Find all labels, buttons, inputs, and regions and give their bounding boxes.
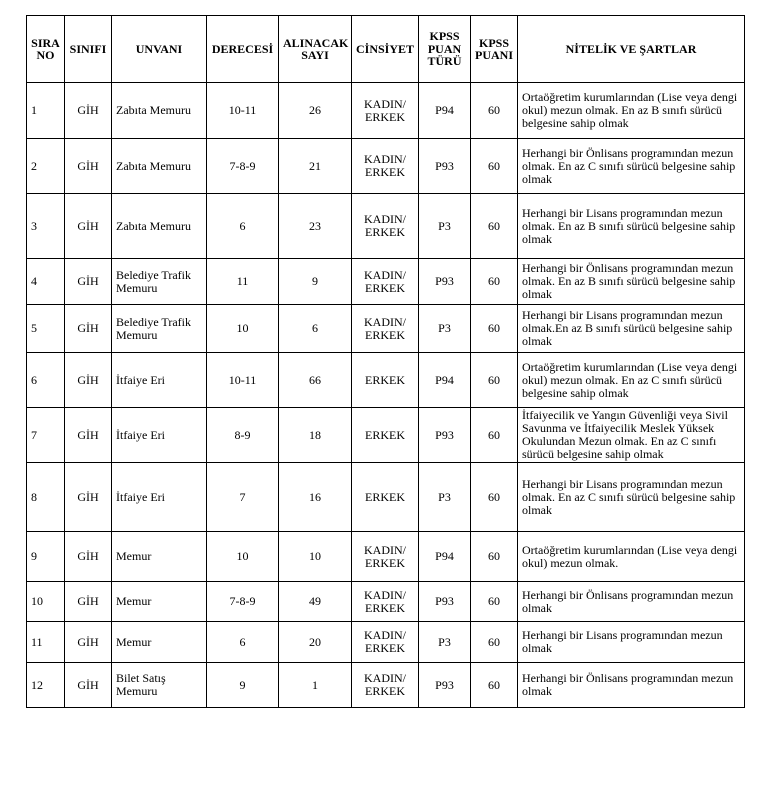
cell-kpss-puani: 60	[471, 663, 518, 708]
cell-sira-no: 12	[27, 663, 65, 708]
cell-sinifi: GİH	[65, 622, 112, 663]
cell-sinifi: GİH	[65, 353, 112, 408]
cell-alinacak-sayi: 49	[279, 582, 352, 622]
cell-kpss-puan-turu: P3	[419, 463, 471, 532]
cell-alinacak-sayi: 23	[279, 194, 352, 259]
cell-derecesi: 9	[207, 663, 279, 708]
cell-derecesi: 7-8-9	[207, 139, 279, 194]
cell-alinacak-sayi: 21	[279, 139, 352, 194]
cell-unvani-line: Memur	[116, 594, 152, 608]
cell-nitelik-ve-sartlar: Herhangi bir Önlisans programından mezun olmak. En az C sınıfı sürücü belgesine sahip olmak	[518, 139, 745, 194]
cell-unvani-line: Bilet Satış	[116, 671, 166, 685]
positions-table	[26, 15, 745, 708]
cell-derecesi: 7-8-9	[207, 582, 279, 622]
cell-nitelik-ve-sartlar: Herhangi bir Lisans programından mezun olmak.En az B sınıfı sürücü belgesine sahip olmak	[518, 305, 745, 353]
cell-unvani	[112, 194, 207, 259]
cell-derecesi: 10	[207, 532, 279, 582]
cell-unvani-line: İtfaiye Eri	[116, 489, 165, 504]
header-alinacak-sayi: ALINACAK SAYI	[279, 16, 352, 83]
cell-alinacak-sayi: 66	[279, 353, 352, 408]
table-row	[27, 463, 745, 532]
table-row	[27, 663, 745, 708]
table-row	[27, 582, 745, 622]
cell-sira-no: 6	[27, 353, 65, 408]
cell-cinsiyet-line: KADIN/	[364, 628, 406, 642]
document-page	[26, 15, 744, 708]
cell-sinifi: GİH	[65, 463, 112, 532]
cell-derecesi: 6	[207, 622, 279, 663]
cell-alinacak-sayi: 6	[279, 305, 352, 353]
cell-cinsiyet	[352, 194, 419, 259]
cell-unvani	[112, 532, 207, 582]
cell-cinsiyet-line: KADIN/	[364, 212, 406, 226]
header-sinifi: SINIFI	[65, 16, 112, 83]
cell-kpss-puan-turu: P93	[419, 259, 471, 305]
table-row	[27, 408, 745, 463]
cell-unvani	[112, 259, 207, 305]
table-row	[27, 194, 745, 259]
table-row	[27, 83, 745, 139]
header-kpss-puan-turu: KPSS PUAN TÜRÜ	[419, 16, 471, 83]
cell-cinsiyet-line: ERKEK	[365, 225, 405, 239]
table-header-row	[27, 16, 745, 83]
cell-kpss-puani: 60	[471, 622, 518, 663]
cell-nitelik-ve-sartlar: Herhangi bir Önlisans programından mezun olmak. En az B sınıfı sürücü belgesine sahip olmak	[518, 259, 745, 305]
cell-unvani	[112, 408, 207, 463]
cell-derecesi: 6	[207, 194, 279, 259]
cell-unvani	[112, 83, 207, 139]
header-derecesi: DERECESİ	[207, 16, 279, 83]
cell-sinifi: GİH	[65, 532, 112, 582]
cell-nitelik-ve-sartlar: Herhangi bir Önlisans programından mezun olmak	[518, 582, 745, 622]
cell-sira-no: 11	[27, 622, 65, 663]
cell-cinsiyet	[352, 463, 419, 532]
cell-unvani	[112, 353, 207, 408]
cell-cinsiyet-line: ERKEK	[365, 165, 405, 179]
cell-kpss-puan-turu: P93	[419, 408, 471, 463]
cell-derecesi: 10-11	[207, 83, 279, 139]
cell-sinifi: GİH	[65, 582, 112, 622]
cell-cinsiyet-line: ERKEK	[365, 372, 405, 387]
cell-sira-no: 7	[27, 408, 65, 463]
cell-kpss-puani: 60	[471, 139, 518, 194]
table-row	[27, 259, 745, 305]
cell-cinsiyet-line: ERKEK	[365, 641, 405, 655]
cell-cinsiyet	[352, 532, 419, 582]
cell-cinsiyet	[352, 259, 419, 305]
cell-derecesi: 10-11	[207, 353, 279, 408]
cell-nitelik-ve-sartlar: İtfaiyecilik ve Yangın Güvenliği veya Sivil Savunma ve İtfaiyecilik Meslek Yüksek Okulundan Mezun olmak. En az C sınıfı sürücü belgesine sahip olmak	[518, 408, 745, 463]
cell-alinacak-sayi: 1	[279, 663, 352, 708]
cell-sira-no: 2	[27, 139, 65, 194]
cell-cinsiyet-line: KADIN/	[364, 96, 406, 111]
cell-unvani-line: Memur	[116, 549, 152, 563]
cell-kpss-puani: 60	[471, 463, 518, 532]
cell-cinsiyet-line: ERKEK	[365, 327, 405, 342]
cell-kpss-puani: 60	[471, 83, 518, 139]
cell-unvani-line: Zabıta Memuru	[116, 158, 191, 173]
cell-unvani	[112, 139, 207, 194]
cell-kpss-puani: 60	[471, 353, 518, 408]
cell-cinsiyet-line: KADIN/	[364, 671, 406, 685]
table-row	[27, 622, 745, 663]
cell-kpss-puan-turu: P93	[419, 139, 471, 194]
cell-sira-no: 8	[27, 463, 65, 532]
cell-sinifi: GİH	[65, 408, 112, 463]
cell-cinsiyet	[352, 663, 419, 708]
cell-kpss-puan-turu: P3	[419, 305, 471, 353]
cell-sinifi: GİH	[65, 194, 112, 259]
cell-cinsiyet-line: KADIN/	[364, 587, 406, 602]
table-row	[27, 139, 745, 194]
cell-unvani-line: Memuru	[116, 684, 158, 698]
cell-alinacak-sayi: 20	[279, 622, 352, 663]
cell-kpss-puan-turu: P94	[419, 532, 471, 582]
cell-cinsiyet	[352, 582, 419, 622]
cell-unvani	[112, 582, 207, 622]
cell-cinsiyet-line: KADIN/	[364, 314, 406, 329]
cell-nitelik-ve-sartlar: Herhangi bir Lisans programından mezun olmak. En az C sınıfı sürücü belgesine sahip olmak	[518, 463, 745, 532]
cell-alinacak-sayi: 18	[279, 408, 352, 463]
cell-cinsiyet-line: ERKEK	[365, 684, 405, 698]
cell-kpss-puani: 60	[471, 532, 518, 582]
cell-unvani-line: Memur	[116, 634, 152, 649]
cell-kpss-puan-turu: P93	[419, 582, 471, 622]
cell-cinsiyet	[352, 622, 419, 663]
cell-nitelik-ve-sartlar: Ortaöğretim kurumlarından (Lise veya dengi okul) mezun olmak. En az C sınıfı sürücü belgesine sahip olmak	[518, 353, 745, 408]
cell-nitelik-ve-sartlar: Herhangi bir Önlisans programından mezun olmak	[518, 663, 745, 708]
cell-derecesi: 10	[207, 305, 279, 353]
header-nitelik-ve-sartlar: NİTELİK VE ŞARTLAR	[518, 16, 745, 83]
cell-cinsiyet-line: KADIN/	[364, 542, 406, 557]
cell-kpss-puan-turu: P3	[419, 194, 471, 259]
cell-sira-no: 3	[27, 194, 65, 259]
cell-unvani-line: Belediye Trafik	[116, 314, 191, 329]
cell-sinifi: GİH	[65, 139, 112, 194]
table-body	[27, 83, 745, 708]
cell-nitelik-ve-sartlar: Ortaöğretim kurumlarından (Lise veya dengi okul) mezun olmak.	[518, 532, 745, 582]
cell-kpss-puani: 60	[471, 259, 518, 305]
cell-sira-no: 9	[27, 532, 65, 582]
cell-sinifi: GİH	[65, 663, 112, 708]
cell-unvani	[112, 463, 207, 532]
cell-cinsiyet	[352, 305, 419, 353]
cell-unvani-line: Memuru	[116, 280, 158, 295]
cell-cinsiyet-line: KADIN/	[364, 152, 406, 166]
cell-derecesi: 7	[207, 463, 279, 532]
cell-alinacak-sayi: 16	[279, 463, 352, 532]
table-row	[27, 305, 745, 353]
cell-unvani-line: İtfaiye Eri	[116, 427, 165, 442]
cell-sinifi: GİH	[65, 305, 112, 353]
header-sira-no: SIRA NO	[27, 16, 65, 83]
cell-alinacak-sayi: 26	[279, 83, 352, 139]
cell-kpss-puani: 60	[471, 194, 518, 259]
cell-cinsiyet	[352, 139, 419, 194]
cell-kpss-puani: 60	[471, 582, 518, 622]
cell-unvani-line: Memuru	[116, 327, 158, 342]
table-row	[27, 532, 745, 582]
cell-sira-no: 1	[27, 83, 65, 139]
cell-sinifi: GİH	[65, 259, 112, 305]
header-unvani: UNVANI	[112, 16, 207, 83]
cell-sira-no: 4	[27, 259, 65, 305]
cell-cinsiyet	[352, 408, 419, 463]
cell-cinsiyet-line: KADIN/	[364, 267, 406, 282]
cell-alinacak-sayi: 9	[279, 259, 352, 305]
cell-kpss-puan-turu: P94	[419, 83, 471, 139]
header-kpss-puani: KPSS PUANI	[471, 16, 518, 83]
cell-kpss-puan-turu: P94	[419, 353, 471, 408]
cell-derecesi: 11	[207, 259, 279, 305]
cell-nitelik-ve-sartlar: Ortaöğretim kurumlarından (Lise veya dengi okul) mezun olmak. En az B sınıfı sürücü belgesine sahip olmak	[518, 83, 745, 139]
cell-cinsiyet-line: ERKEK	[365, 280, 405, 295]
cell-kpss-puani: 60	[471, 305, 518, 353]
cell-unvani-line: Zabıta Memuru	[116, 103, 191, 117]
cell-sira-no: 5	[27, 305, 65, 353]
cell-kpss-puani: 60	[471, 408, 518, 463]
cell-cinsiyet-line: ERKEK	[365, 600, 405, 615]
cell-alinacak-sayi: 10	[279, 532, 352, 582]
cell-sinifi: GİH	[65, 83, 112, 139]
cell-unvani-line: İtfaiye Eri	[116, 372, 165, 387]
cell-nitelik-ve-sartlar: Herhangi bir Lisans programından mezun olmak. En az B sınıfı sürücü belgesine sahip olmak	[518, 194, 745, 259]
cell-unvani-line: Belediye Trafik	[116, 267, 191, 282]
cell-unvani	[112, 305, 207, 353]
cell-kpss-puan-turu: P3	[419, 622, 471, 663]
header-cinsiyet: CİNSİYET	[352, 16, 419, 83]
cell-cinsiyet	[352, 83, 419, 139]
cell-cinsiyet-line: ERKEK	[365, 427, 405, 442]
cell-unvani	[112, 663, 207, 708]
table-row	[27, 353, 745, 408]
cell-cinsiyet-line: ERKEK	[365, 489, 405, 504]
cell-kpss-puan-turu: P93	[419, 663, 471, 708]
cell-unvani-line: Zabıta Memuru	[116, 218, 191, 233]
cell-cinsiyet	[352, 353, 419, 408]
cell-unvani	[112, 622, 207, 663]
cell-nitelik-ve-sartlar: Herhangi bir Lisans programından mezun olmak	[518, 622, 745, 663]
cell-sira-no: 10	[27, 582, 65, 622]
cell-cinsiyet-line: ERKEK	[365, 555, 405, 570]
cell-cinsiyet-line: ERKEK	[365, 109, 405, 124]
cell-derecesi: 8-9	[207, 408, 279, 463]
